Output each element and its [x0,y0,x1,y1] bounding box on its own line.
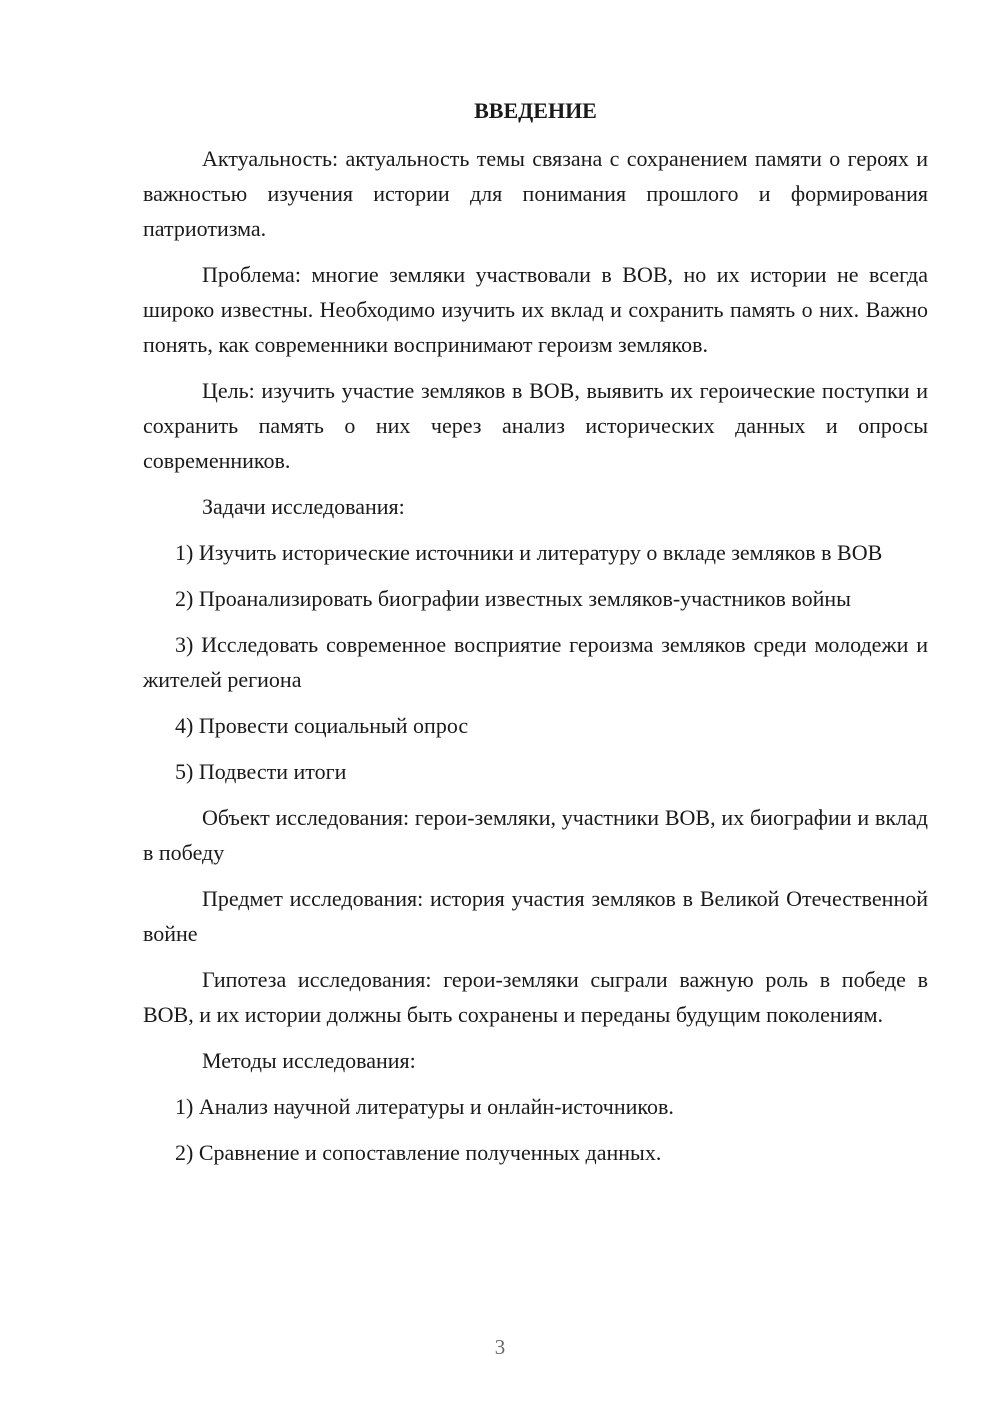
list-item: 2) Проанализировать биографии известных земляков-участников войны [175,586,851,611]
list-item: 1) Анализ научной литературы и онлайн-источников. [175,1094,674,1119]
paragraph-relevance: Актуальность: актуальность темы связана с сохранением памяти о героях и важностью изучения истории для понимания прошлого и формирования патриотизма. [143,146,928,241]
list-item: 1) Изучить исторические источники и литературу о вкладе земляков в ВОВ [175,540,883,565]
paragraph-hypothesis: Гипотеза исследования: герои-земляки сыграли важную роль в победе в ВОВ, и их истории должны быть сохранены и переданы будущим поколениям. [143,967,928,1027]
methods-heading: Методы исследования: [202,1048,416,1073]
methods-list [143,1089,928,1170]
tasks-heading: Задачи исследования: [202,494,405,519]
page-number: 3 [494,1335,506,1359]
paragraph-subject: Предмет исследования: история участия земляков в Великой Отечественной войне [143,886,928,946]
paragraph-goal: Цель: изучить участие земляков в ВОВ, выявить их героические поступки и сохранить память о них через анализ исторических данных и опросы современников. [143,378,928,473]
tasks-list [143,535,928,789]
list-item: 2) Сравнение и сопоставление полученных данных. [175,1140,662,1165]
paragraph-problem: Проблема: многие земляки участвовали в ВОВ, но их истории не всегда широко известны. Необходимо изучить их вклад и сохранить память о них. Важно понять, как современники воспринимают героизм земляков. [143,262,928,357]
page-body [143,93,928,1181]
list-item: 5) Подвести итоги [175,759,347,784]
paragraph-object: Объект исследования: герои-земляки, участники ВОВ, их биографии и вклад в победу [143,805,928,865]
section-title: ВВЕДЕНИЕ [474,98,597,123]
list-item: 3) Исследовать современное восприятие героизма земляков среди молодежи и жителей региона [143,632,928,692]
list-item: 4) Провести социальный опрос [175,713,469,738]
